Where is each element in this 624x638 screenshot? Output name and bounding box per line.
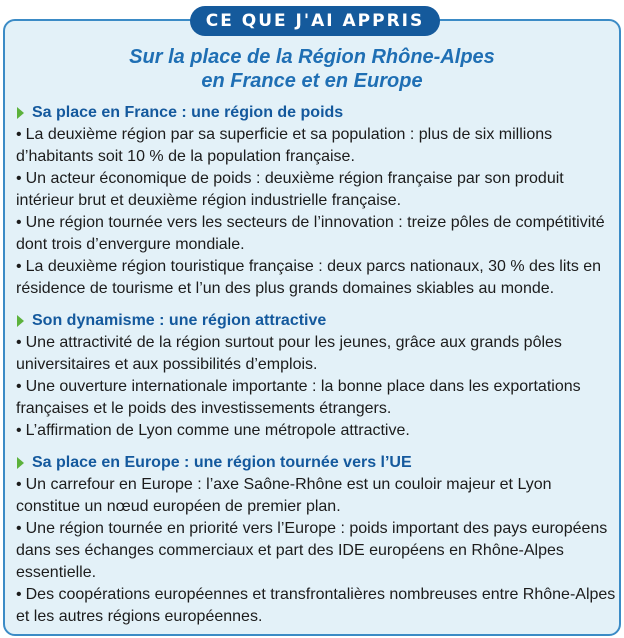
- list-item: • La deuxième région par sa superficie et sa population : plus de six millions d’habitants soit 10 % de la population française.: [16, 126, 553, 165]
- triangle-marker-icon: [17, 107, 24, 119]
- bullet-icon: •: [16, 422, 22, 439]
- bullet-icon: •: [16, 378, 22, 395]
- list-item: • Une ouverture internationale importante : la bonne place dans les exportations françaises et le poids des investissements étrangers.: [16, 378, 581, 417]
- bullet-icon: •: [16, 520, 22, 537]
- bullet-icon: •: [16, 476, 22, 493]
- bullet-icon: •: [16, 126, 22, 143]
- section-heading: [16, 310, 616, 332]
- bullet-icon: •: [16, 586, 22, 603]
- section-heading-text: Sa place en France : une région de poids: [32, 104, 344, 121]
- list-item: • Des coopérations européennes et transfrontalières nombreuses entre Rhône-Alpes et les autres régions européennes.: [16, 586, 616, 625]
- list-item: • L’affirmation de Lyon comme une métropole attractive.: [16, 422, 410, 439]
- list-item: • Une région tournée en priorité vers l’Europe : poids important des pays européens dans ses échanges commerciaux et part des IDE européens en Rhône-Alpes essentielle.: [16, 520, 608, 581]
- triangle-marker-icon: [17, 315, 24, 327]
- list-item: • Un carrefour en Europe : l’axe Saône-Rhône est un couloir majeur et Lyon constitue un nœud européen de premier plan.: [16, 476, 552, 515]
- section-europe: [16, 452, 616, 628]
- list-item: • Un acteur économique de poids : deuxième région française par son produit intérieur brut et deuxième région industrielle française.: [16, 170, 564, 209]
- list-item: • Une région tournée vers les secteurs de l’innovation : treize pôles de compétitivité dont trois d’envergure mondiale.: [16, 214, 605, 253]
- section-heading: [16, 102, 616, 124]
- list-item: • Une attractivité de la région surtout pour les jeunes, grâce aux grands pôles universitaires et aux possibilités d’emplois.: [16, 334, 562, 373]
- page-title-line-1: Sur la place de la Région Rhône-Alpes: [129, 46, 495, 68]
- section-france: [16, 102, 616, 300]
- page-title-line-2: en France et en Europe: [201, 70, 423, 92]
- bullet-icon: •: [16, 170, 22, 187]
- section-dynamisme: [16, 310, 616, 442]
- section-heading: [16, 452, 616, 474]
- summary-content: [16, 102, 616, 638]
- list-item: • La deuxième région touristique française : deux parcs nationaux, 30 % des lits en résidence de tourisme et l’un des plus grands domaines skiables au monde.: [16, 258, 602, 297]
- section-badge: CE QUE J'AI APPRIS: [190, 6, 440, 36]
- section-heading-text: Sa place en Europe : une région tournée vers l’UE: [32, 454, 412, 471]
- bullet-icon: •: [16, 334, 22, 351]
- triangle-marker-icon: [17, 457, 24, 469]
- bullet-icon: •: [16, 258, 22, 275]
- section-heading-text: Son dynamisme : une région attractive: [32, 312, 327, 329]
- bullet-icon: •: [16, 214, 22, 231]
